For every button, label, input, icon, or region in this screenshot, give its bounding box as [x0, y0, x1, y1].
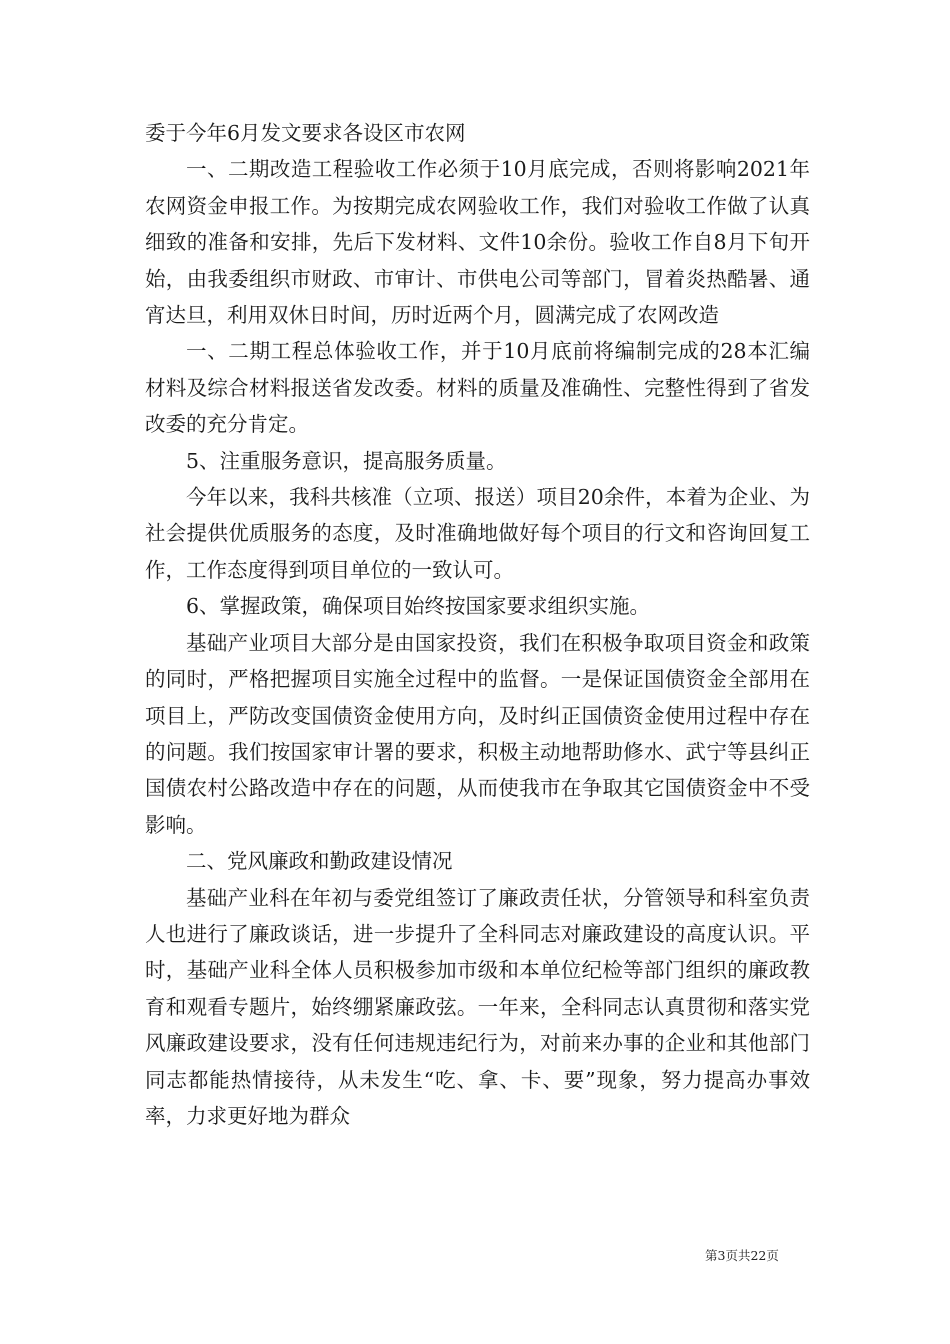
section-heading: 二、党风廉政和勤政建设情况 — [186, 849, 453, 874]
paragraph: 一、二期工程总体验收工作，并于10月底前将编制完成的28本汇编材料及综合材料报送省发改委。材料的质量及准确性、完整性得到了省发改委的充分肯定。 — [145, 339, 810, 437]
paragraph: 委于今年6月发文要求各设区市农网 — [145, 121, 466, 145]
page-number: 第3页共22页 — [705, 1248, 779, 1263]
document-body — [145, 115, 810, 1134]
paragraph: 基础产业科在年初与委党组签订了廉政责任状，分管领导和科室负责人也进行了廉政谈话，进一步提升了全科同志对廉政建设的高度认识。平时，基础产业科全体人员积极参加市级和本单位纪检等部门组织的廉政教育和观看专题片，始终绷紧廉政弦。一年来，全科同志认真贯彻和落实党风廉政建设要求，没有任何违规违纪行为，对前来办事的企业和其他部门同志都能热情接待，从未发生“吃、拿、卡、要”现象，努力提高办事效率，力求更好地为群众 — [145, 885, 810, 1128]
paragraph: 基础产业项目大部分是由国家投资，我们在积极争取项目资金和政策的同时，严格把握项目实施全过程中的监督。一是保证国债资金全部用在项目上，严防改变国债资金使用方向，及时纠正国债资金使用过程中存在的问题。我们按国家审计署的要求，积极主动地帮助修水、武宁等县纠正国债农村公路改造中存在的问题，从而使我市在争取其它国债资金中不受影响。 — [145, 630, 810, 837]
paragraph: 一、二期改造工程验收工作必须于10月底完成，否则将影响2021年农网资金申报工作。为按期完成农网验收工作，我们对验收工作做了认真细致的准备和安排，先后下发材料、文件10余份。验收工作自8月下旬开始，由我委组织市财政、市审计、市供电公司等部门，冒着炎热酷暑、通宵达旦，利用双休日时间，历时近两个月，圆满完成了农网改造 — [145, 157, 810, 328]
paragraph: 5、注重服务意识，提高服务质量。 — [186, 448, 507, 473]
paragraph: 今年以来，我科共核准（立项、报送）项目20余件，本着为企业、为社会提供优质服务的态度，及时准确地做好每个项目的行文和咨询回复工作，工作态度得到项目单位的一致认可。 — [145, 485, 810, 582]
paragraph: 6、掌握政策，确保项目始终按国家要求组织实施。 — [186, 594, 651, 619]
